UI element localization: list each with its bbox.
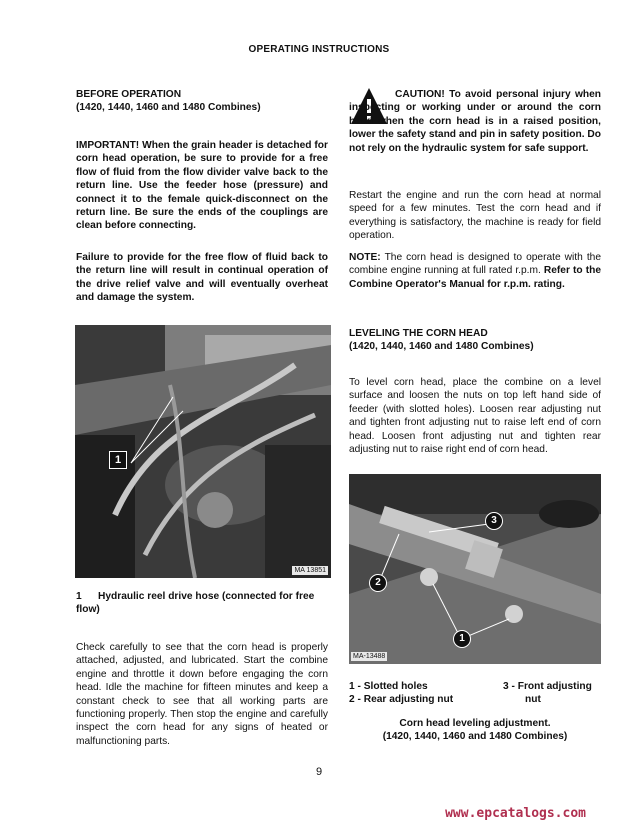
before-models: (1420, 1440, 1460 and 1480 Combines) [76, 102, 261, 114]
leveling-heading [349, 327, 604, 354]
hydraulic-hose-photo [75, 325, 331, 578]
failure-paragraph: Failure to provide for the free flow of fluid back to the return line will result in continual operation of the drive relief valve and will eventually overheat and damage the system. [76, 252, 328, 304]
caption1-text: Hydraulic reel drive hose (connected for free flow) [76, 591, 315, 616]
caption2-a: Corn head leveling adjustment. [399, 718, 551, 729]
caption-2 [349, 717, 601, 744]
callout-1-photo1: 1 [109, 451, 127, 469]
legend-3a: 3 - Front adjusting [503, 681, 592, 692]
footer-link[interactable]: www.epcatalogs.com [445, 806, 586, 821]
legend-3b: nut [525, 694, 541, 706]
page-title: OPERATING INSTRUCTIONS [248, 44, 390, 55]
level-models: (1420, 1440, 1460 and 1480 Combines) [349, 341, 534, 353]
leveling-paragraph: To level corn head, place the combine on a level surface and loosen the nuts on top left hand side of feeder (with slotted holes). Loosen rear adjusting nut and tighten front adjusting nut to raise left end of corn head. Loosen front adjusting nut and tighten rear adjusting nut to raise right end of corn head. [349, 377, 601, 456]
before-heading: BEFORE OPERATION [76, 89, 182, 100]
level-heading: LEVELING THE CORN HEAD [349, 328, 488, 339]
restart-paragraph: Restart the engine and run the corn head at normal speed for a few minutes. Test the corn head and if everything is satisfactory, the machine is ready for field operation. [349, 190, 601, 242]
check-paragraph: Check carefully to see that the corn head is properly attached, adjusted, and lubricated. Start the combine engine and throttle it down before engaging the corn head. Idle the machine for fifteen minutes and keep a constant check to see that all working parts are functioning properly. Then stop the engine and carefully inspect the corn head for any signs of heated or malfunctioning parts. [76, 642, 328, 747]
note-bold: Refer to the Combine Operator's Manual for r.p.m. rating. [349, 265, 601, 290]
callout-1: 1 [453, 630, 471, 648]
note-label: NOTE: [349, 252, 381, 263]
photo1-label: MA 13851 [294, 567, 326, 574]
legend-1: 1 - Slotted holes [349, 681, 428, 692]
photo2-illustration [349, 474, 601, 664]
legend-right [503, 680, 603, 707]
leveling-adjustment-photo [349, 474, 601, 664]
caution-paragraph: CAUTION! To avoid personal injury when inspecting or working under or around the corn head when the corn head is in a raised position, lower the safety stand and pin in safety position. Do not rely on the hydraulic system for safe support. [349, 89, 601, 154]
caption1-number: 1 [76, 591, 82, 602]
caption-1 [76, 590, 332, 617]
legend-2: 2 - Rear adjusting nut [349, 694, 454, 706]
photo2-label: MA-13488 [353, 653, 386, 660]
note-text: The corn head is designed to operate with the combine engine running at full rated r.p.m. [349, 252, 602, 277]
callout-3: 3 [485, 512, 503, 530]
before-operation-heading [76, 88, 331, 115]
note-paragraph [349, 251, 601, 291]
caption2-b: (1420, 1440, 1460 and 1480 Combines) [382, 731, 568, 743]
callout-2: 2 [369, 574, 387, 592]
legend-left [349, 680, 499, 707]
important-paragraph: IMPORTANT! When the grain header is detached for corn head operation, be sure to provide for a free flow of fluid from the flow divider valve back to the return line. Use the feeder hose (pressure) and connect it to the female quick-disconnect on the return line. Be sure the ends of the couplings are clean before connecting. [76, 140, 328, 232]
page-number: 9 [315, 766, 323, 778]
